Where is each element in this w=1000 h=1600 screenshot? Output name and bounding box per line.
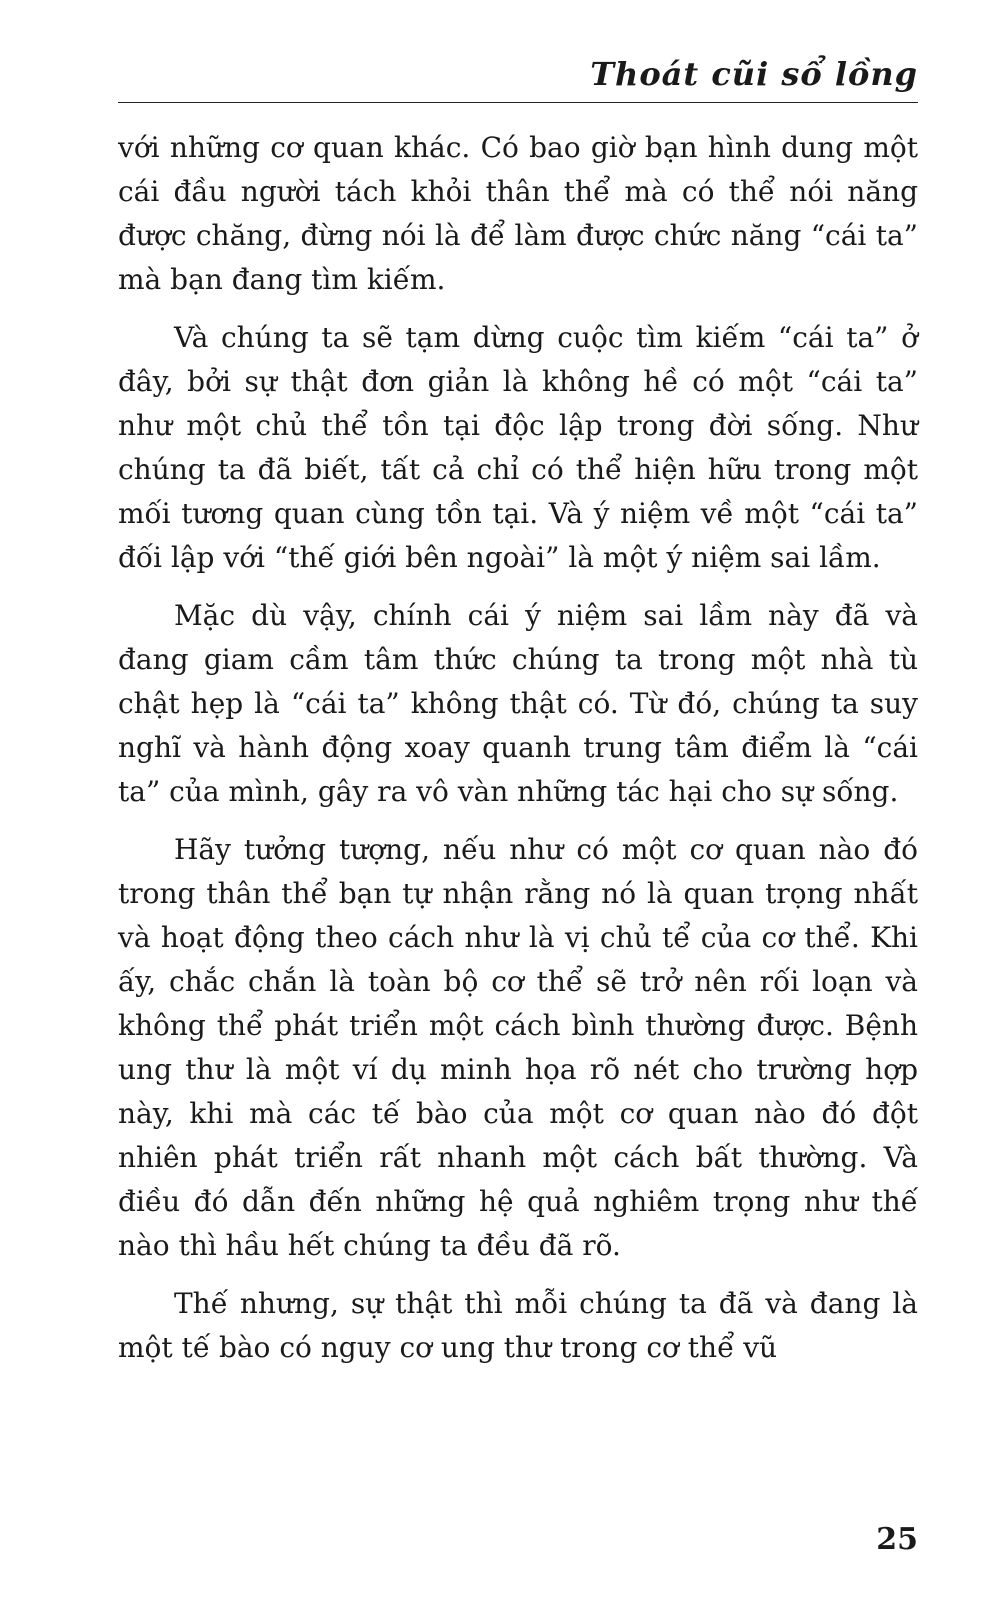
paragraph: Thế nhưng, sự thật thì mỗi chúng ta đã và đang là một tế bào có nguy cơ ung thư trong cơ thể vũ [118, 1287, 918, 1364]
paragraph: Và chúng ta sẽ tạm dừng cuộc tìm kiếm “cái ta” ở đây, bởi sự thật đơn giản là không hề có một “cái ta” như một chủ thể tồn tại độc lập trong đời sống. Như chúng ta đã biết, tất cả chỉ có thể hiện hữu trong một mối tương quan cùng tồn tại. Và ý niệm về một “cái ta” đối lập với “thế giới bên ngoài” là một ý niệm sai lầm. [118, 321, 918, 574]
running-header [118, 50, 918, 103]
paragraph: Hãy tưởng tượng, nếu như có một cơ quan nào đó trong thân thể bạn tự nhận rằng nó là quan trọng nhất và hoạt động theo cách như là vị chủ tể của cơ thể. Khi ấy, chắc chắn là toàn bộ cơ thể sẽ trở nên rối loạn và không thể phát triển một cách bình thường được. Bệnh ung thư là một ví dụ minh họa rõ nét cho trường hợp này, khi mà các tế bào của một cơ quan nào đó đột nhiên phát triển rất nhanh một cách bất thường. Và điều đó dẫn đến những hệ quả nghiêm trọng như thế nào thì hầu hết chúng ta đều đã rõ. [118, 833, 918, 1262]
running-header-title: Thoát cũi sổ lồng [590, 55, 918, 93]
page-number: 25 [876, 1522, 918, 1557]
body-text [118, 126, 918, 1384]
paragraph-continued: với những cơ quan khác. Có bao giờ bạn hình dung một cái đầu người tách khỏi thân thể mà có thể nói năng được chăng, đừng nói là để làm được chức năng “cái ta” mà bạn đang tìm kiếm. [118, 131, 918, 296]
paragraph: Mặc dù vậy, chính cái ý niệm sai lầm này đã và đang giam cầm tâm thức chúng ta trong một nhà tù chật hẹp là “cái ta” không thật có. Từ đó, chúng ta suy nghĩ và hành động xoay quanh trung tâm điểm là “cái ta” của mình, gây ra vô vàn những tác hại cho sự sống. [118, 599, 918, 808]
